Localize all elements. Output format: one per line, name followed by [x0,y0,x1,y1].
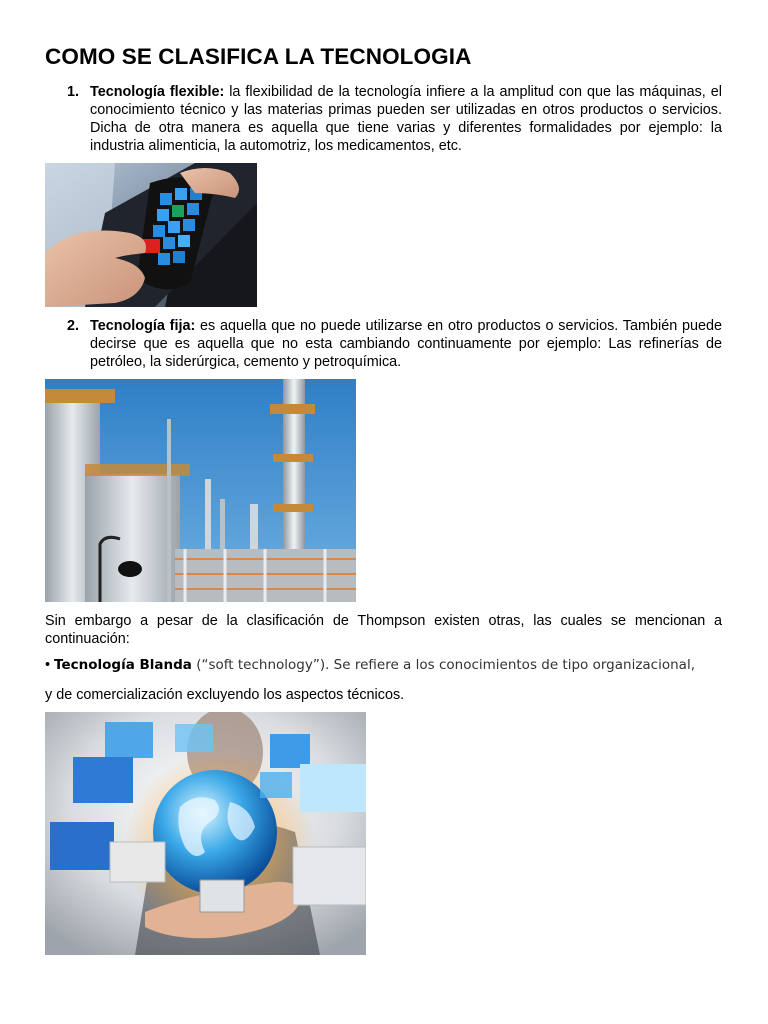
intro-paragraph: Sin embargo a pesar de la clasificación de Thompson existen otras, las cuales se mencionan a continuación: [45,613,722,647]
item-text: la flexibilidad de la tecnología infiere a la amplitud con que las máquinas, el conocimiento técnico y las materias primas pueden ser utilizadas en otros productos o servicios. Dicha de otra manera es aquella que tiene varias y diferentes formalidades por ejemplo: la industria alimenticia, la automotriz, los medicamentos, etc. [90,84,722,154]
continuation-paragraph: y de comercialización excluyendo los aspectos técnicos. [45,687,405,703]
list-item-fixed [67,317,722,371]
bullet-soft-technology [45,657,695,673]
item-term: Tecnología flexible: [90,84,225,100]
item-number: 1. [67,84,80,100]
item-term: Tecnología fija: [90,318,196,334]
refinery-photo [45,379,356,602]
bullet-text: (“soft technology”). Se refiere a los conocimientos de tipo organizacional, [191,657,695,673]
flexible-phone-photo [45,163,257,307]
bullet-marker: • [45,657,51,673]
bullet-term: Tecnología Blanda [54,657,192,673]
item-number: 2. [67,318,80,334]
item-text: es aquella que no puede utilizarse en otro productos o servicios. También puede decirse que es aquella que no esta cambiando continuamente por ejemplo: Las refinerías de petróleo, la siderúrgica, cemento y petroquímica. [90,318,722,370]
globe-technology-photo [45,712,366,955]
page-title: COMO SE CLASIFICA LA TECNOLOGIA [45,44,472,69]
list-item-flexible [67,83,722,155]
